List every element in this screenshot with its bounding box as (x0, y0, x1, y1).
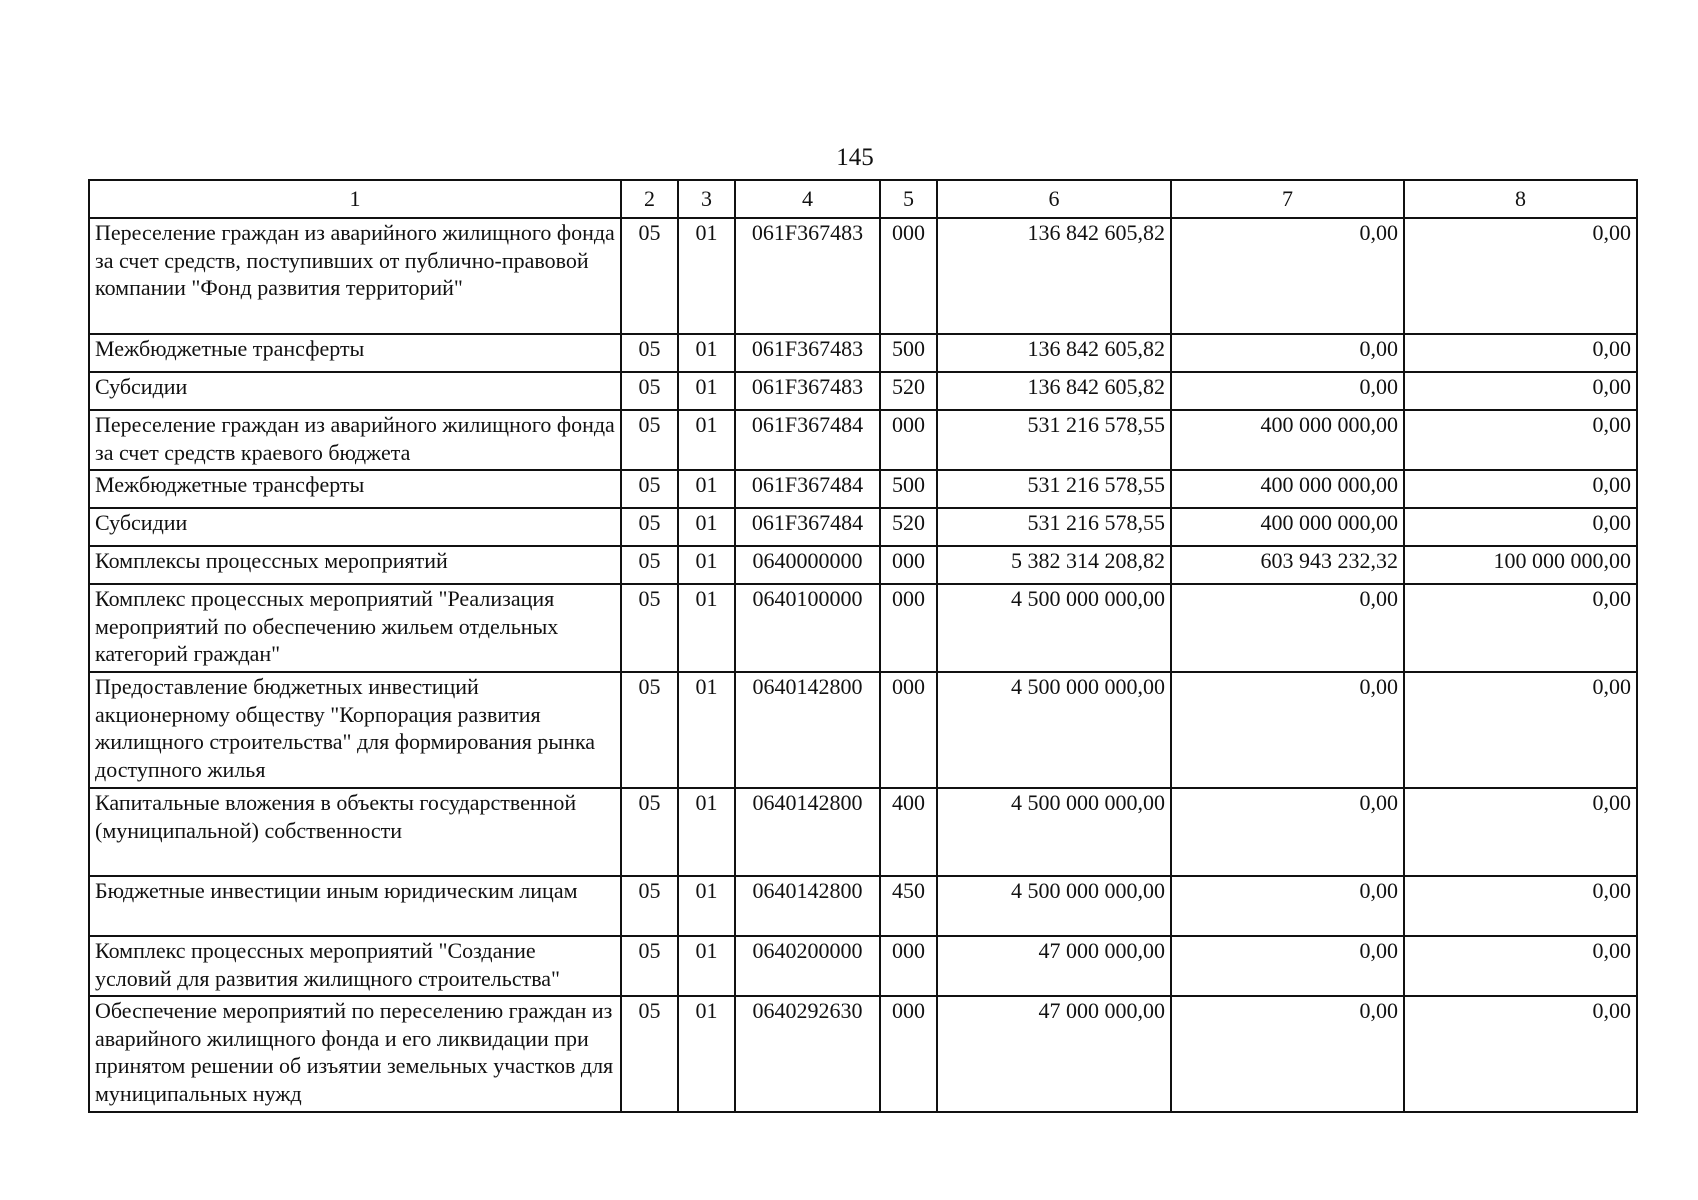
cell-amount-8: 0,00 (1404, 876, 1637, 936)
cell-amount-7: 0,00 (1171, 584, 1404, 672)
cell-amount-7: 0,00 (1171, 372, 1404, 410)
cell-section: 05 (621, 546, 678, 584)
row-name: Субсидии (89, 372, 621, 410)
cell-amount-8: 0,00 (1404, 788, 1637, 876)
row-name: Межбюджетные трансферты (89, 334, 621, 372)
cell-section: 05 (621, 410, 678, 470)
row-name: Переселение граждан из аварийного жилищного фонда за счет средств краевого бюджета (89, 410, 621, 470)
table-row (89, 788, 1637, 876)
cell-amount-7: 0,00 (1171, 876, 1404, 936)
cell-section: 05 (621, 936, 678, 996)
cell-amount-8: 100 000 000,00 (1404, 546, 1637, 584)
cell-amount-7: 0,00 (1171, 996, 1404, 1112)
cell-section: 05 (621, 788, 678, 876)
cell-target-code: 061F367484 (735, 410, 880, 470)
table-row (89, 936, 1637, 996)
cell-section: 05 (621, 218, 678, 334)
cell-amount-8: 0,00 (1404, 470, 1637, 508)
cell-subsection: 01 (678, 546, 735, 584)
cell-amount-6: 136 842 605,82 (937, 372, 1171, 410)
row-name: Субсидии (89, 508, 621, 546)
cell-amount-6: 531 216 578,55 (937, 508, 1171, 546)
cell-amount-6: 4 500 000 000,00 (937, 584, 1171, 672)
cell-subsection: 01 (678, 470, 735, 508)
column-header: 5 (880, 180, 937, 218)
cell-target-code: 0640142800 (735, 672, 880, 788)
cell-target-code: 061F367483 (735, 218, 880, 334)
cell-expense-type: 400 (880, 788, 937, 876)
column-header: 7 (1171, 180, 1404, 218)
cell-expense-type: 000 (880, 672, 937, 788)
column-header: 2 (621, 180, 678, 218)
cell-subsection: 01 (678, 996, 735, 1112)
row-name: Предоставление бюджетных инвестиций акционерному обществу "Корпорация развития жилищного строительства" для формирования рынка доступного жилья (89, 672, 621, 788)
page-number: 145 (836, 144, 874, 171)
cell-amount-6: 5 382 314 208,82 (937, 546, 1171, 584)
header-row (89, 180, 1637, 218)
cell-amount-8: 0,00 (1404, 996, 1637, 1112)
table-row (89, 218, 1637, 334)
table-row (89, 410, 1637, 470)
table-row (89, 996, 1637, 1112)
row-name: Переселение граждан из аварийного жилищного фонда за счет средств, поступивших от публично-правовой компании "Фонд развития территорий" (89, 218, 621, 334)
cell-expense-type: 000 (880, 996, 937, 1112)
cell-amount-8: 0,00 (1404, 584, 1637, 672)
cell-target-code: 061F367483 (735, 334, 880, 372)
cell-amount-8: 0,00 (1404, 508, 1637, 546)
cell-amount-8: 0,00 (1404, 672, 1637, 788)
cell-expense-type: 520 (880, 372, 937, 410)
cell-section: 05 (621, 996, 678, 1112)
cell-target-code: 0640142800 (735, 788, 880, 876)
cell-target-code: 0640142800 (735, 876, 880, 936)
cell-subsection: 01 (678, 584, 735, 672)
cell-amount-8: 0,00 (1404, 218, 1637, 334)
cell-target-code: 0640100000 (735, 584, 880, 672)
budget-table (88, 179, 1638, 1113)
cell-target-code: 0640200000 (735, 936, 880, 996)
cell-section: 05 (621, 584, 678, 672)
cell-subsection: 01 (678, 334, 735, 372)
row-name: Капитальные вложения в объекты государственной (муниципальной) собственности (89, 788, 621, 876)
cell-subsection: 01 (678, 218, 735, 334)
cell-section: 05 (621, 470, 678, 508)
cell-section: 05 (621, 876, 678, 936)
table-row (89, 508, 1637, 546)
table-row (89, 334, 1637, 372)
row-name: Бюджетные инвестиции иным юридическим лицам (89, 876, 621, 936)
table-row (89, 470, 1637, 508)
cell-subsection: 01 (678, 372, 735, 410)
cell-subsection: 01 (678, 876, 735, 936)
cell-expense-type: 500 (880, 334, 937, 372)
cell-amount-8: 0,00 (1404, 334, 1637, 372)
cell-amount-7: 0,00 (1171, 672, 1404, 788)
cell-amount-7: 400 000 000,00 (1171, 470, 1404, 508)
cell-amount-6: 531 216 578,55 (937, 470, 1171, 508)
row-name: Комплекс процессных мероприятий "Реализация мероприятий по обеспечению жильем отдельных категорий граждан" (89, 584, 621, 672)
cell-target-code: 061F367483 (735, 372, 880, 410)
cell-subsection: 01 (678, 410, 735, 470)
cell-expense-type: 500 (880, 470, 937, 508)
cell-expense-type: 000 (880, 936, 937, 996)
table-row (89, 876, 1637, 936)
cell-target-code: 0640000000 (735, 546, 880, 584)
cell-amount-7: 603 943 232,32 (1171, 546, 1404, 584)
row-name: Комплексы процессных мероприятий (89, 546, 621, 584)
cell-section: 05 (621, 372, 678, 410)
table-row (89, 672, 1637, 788)
cell-amount-7: 400 000 000,00 (1171, 508, 1404, 546)
cell-amount-8: 0,00 (1404, 410, 1637, 470)
cell-subsection: 01 (678, 672, 735, 788)
cell-expense-type: 000 (880, 218, 937, 334)
cell-amount-6: 4 500 000 000,00 (937, 672, 1171, 788)
column-header: 3 (678, 180, 735, 218)
cell-amount-7: 0,00 (1171, 788, 1404, 876)
cell-section: 05 (621, 508, 678, 546)
column-header: 1 (89, 180, 621, 218)
row-name: Обеспечение мероприятий по переселению граждан из аварийного жилищного фонда и его ликвидации при принятом решении об изъятии земельных участков для муниципальных нужд (89, 996, 621, 1112)
cell-section: 05 (621, 334, 678, 372)
cell-subsection: 01 (678, 508, 735, 546)
cell-amount-6: 47 000 000,00 (937, 936, 1171, 996)
cell-amount-6: 47 000 000,00 (937, 996, 1171, 1112)
column-header: 4 (735, 180, 880, 218)
cell-amount-8: 0,00 (1404, 372, 1637, 410)
cell-amount-8: 0,00 (1404, 936, 1637, 996)
cell-section: 05 (621, 672, 678, 788)
cell-amount-7: 0,00 (1171, 334, 1404, 372)
table-row (89, 372, 1637, 410)
cell-target-code: 061F367484 (735, 508, 880, 546)
table-row (89, 584, 1637, 672)
cell-subsection: 01 (678, 936, 735, 996)
cell-target-code: 0640292630 (735, 996, 880, 1112)
cell-subsection: 01 (678, 788, 735, 876)
cell-amount-6: 4 500 000 000,00 (937, 788, 1171, 876)
row-name: Комплекс процессных мероприятий "Создание условий для развития жилищного строительства" (89, 936, 621, 996)
cell-expense-type: 000 (880, 410, 937, 470)
cell-amount-6: 136 842 605,82 (937, 218, 1171, 334)
cell-expense-type: 520 (880, 508, 937, 546)
column-header: 6 (937, 180, 1171, 218)
table-row (89, 546, 1637, 584)
cell-amount-7: 0,00 (1171, 936, 1404, 996)
cell-amount-7: 0,00 (1171, 218, 1404, 334)
cell-expense-type: 000 (880, 584, 937, 672)
column-header: 8 (1404, 180, 1637, 218)
cell-amount-6: 531 216 578,55 (937, 410, 1171, 470)
cell-amount-6: 136 842 605,82 (937, 334, 1171, 372)
cell-expense-type: 000 (880, 546, 937, 584)
cell-target-code: 061F367484 (735, 470, 880, 508)
cell-expense-type: 450 (880, 876, 937, 936)
cell-amount-7: 400 000 000,00 (1171, 410, 1404, 470)
cell-amount-6: 4 500 000 000,00 (937, 876, 1171, 936)
row-name: Межбюджетные трансферты (89, 470, 621, 508)
